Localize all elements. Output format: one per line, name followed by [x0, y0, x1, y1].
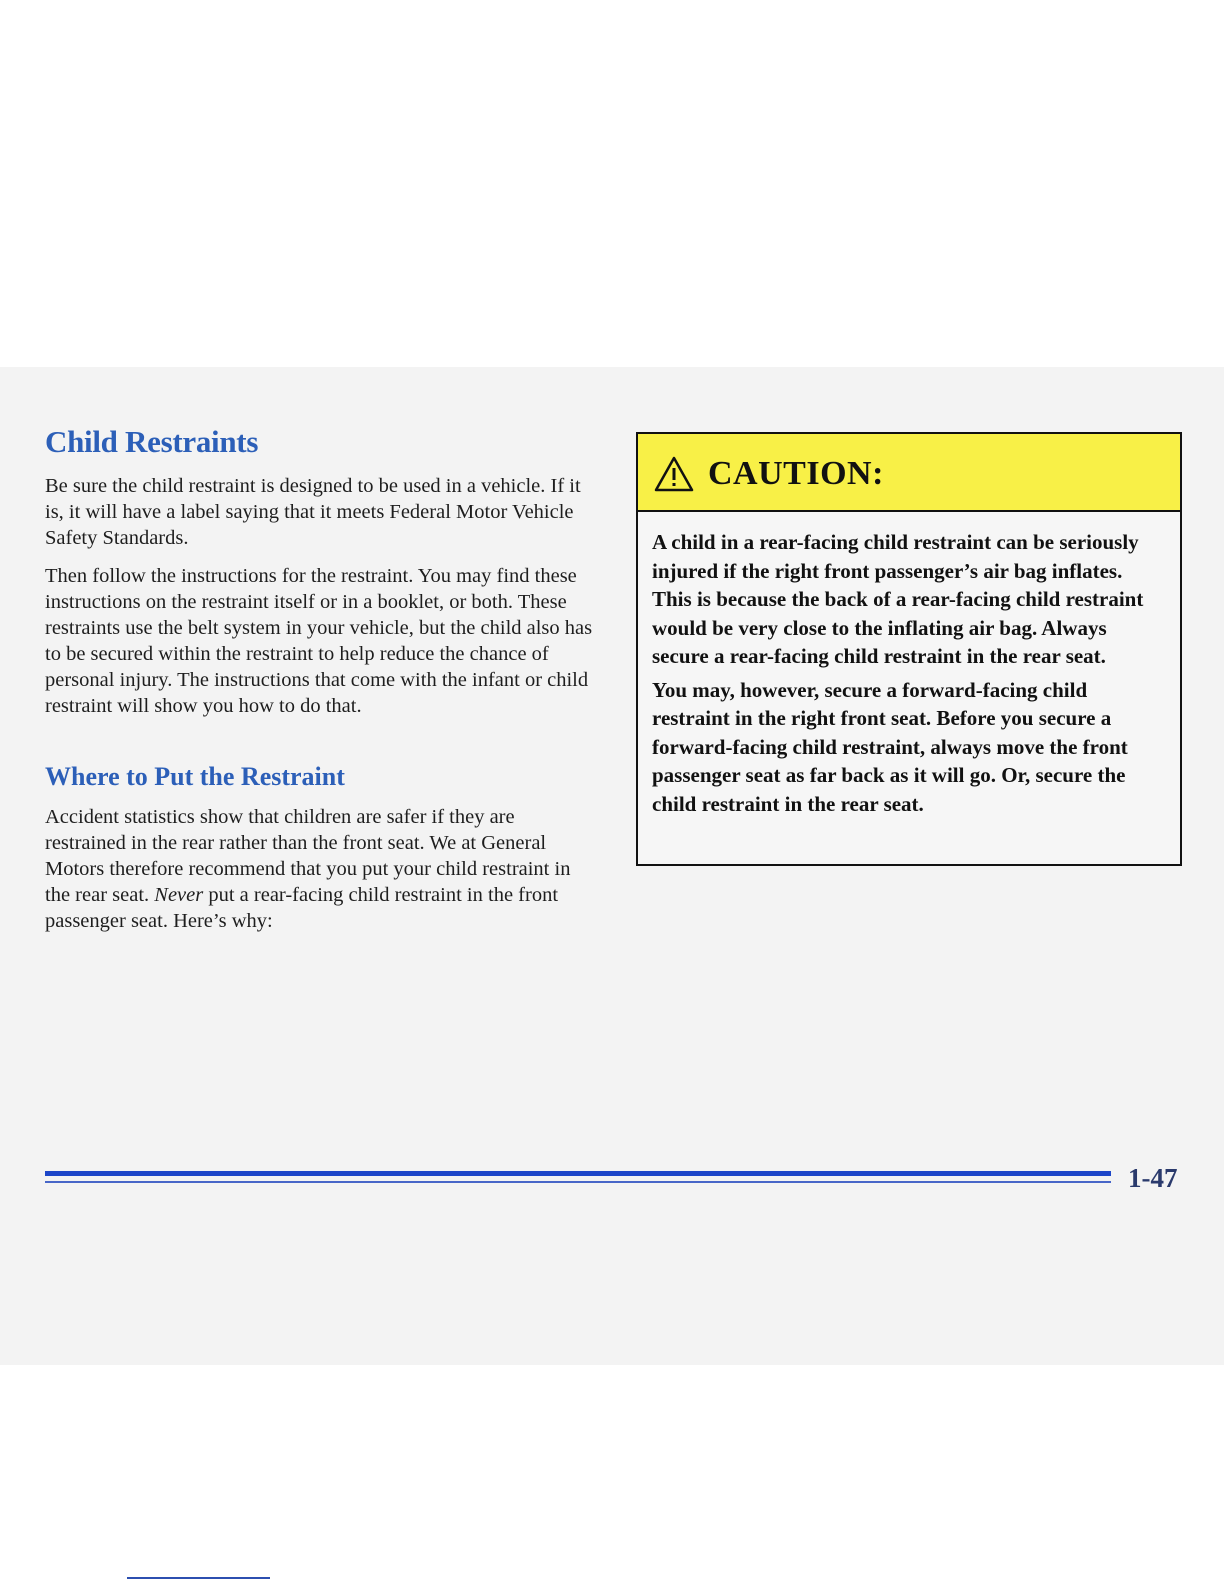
caution-body	[638, 512, 1180, 818]
caution-box	[636, 432, 1182, 866]
emphasis-never: Never	[154, 884, 204, 906]
instructions-paragraph: Then follow the instructions for the restraint. You may find these instructions on the restraint itself or in a booklet, or both. These restraints use the belt system in your vehicle, but the child also has to be secured within the restraint to help reduce the chance of personal injury. The instructions that come with the infant or child restraint will show you how to do that.	[45, 565, 593, 717]
page-number: 1-47	[1128, 1163, 1178, 1193]
caution-title: CAUTION:	[708, 455, 884, 492]
footer-link-underline	[127, 1577, 270, 1579]
caution-paragraph-1: A child in a rear-facing child restraint can be seriously injured if the right front passenger’s air bag inflates. This is because the back of a rear-facing child restraint would be very close to the inflating air bag. Always secure a rear-facing child restraint in the rear seat.	[652, 530, 1144, 668]
placement-paragraph	[45, 804, 595, 934]
warning-triangle-icon	[654, 456, 694, 492]
footer-rule-thick	[45, 1171, 1111, 1176]
section-title: Child Restraints	[45, 424, 259, 459]
caution-paragraph-2: You may, however, secure a forward-facing child restraint in the right front seat. Before you secure a forward-facing child restraint, always move the front passenger seat as far back as it will go. Or, secure the child restraint in the rear seat.	[652, 677, 1128, 816]
intro-paragraph: Be sure the child restraint is designed to be used in a vehicle. If it is, it will have a label saying that it meets Federal Motor Vehicle Safety Standards.	[45, 475, 581, 549]
caution-header	[638, 434, 1180, 512]
placement-text-start: Accident statistics show that children are safer if they are restrained in the rear rather than the front seat. We at General Motors therefore recommend that you put your child restraint in the rear seat.	[45, 806, 571, 906]
subsection-title: Where to Put the Restraint	[45, 762, 345, 791]
placement-text-end: put a rear-facing child restraint in the front passenger seat. Here’s why:	[45, 884, 559, 932]
footer-rule-thin	[45, 1181, 1111, 1183]
